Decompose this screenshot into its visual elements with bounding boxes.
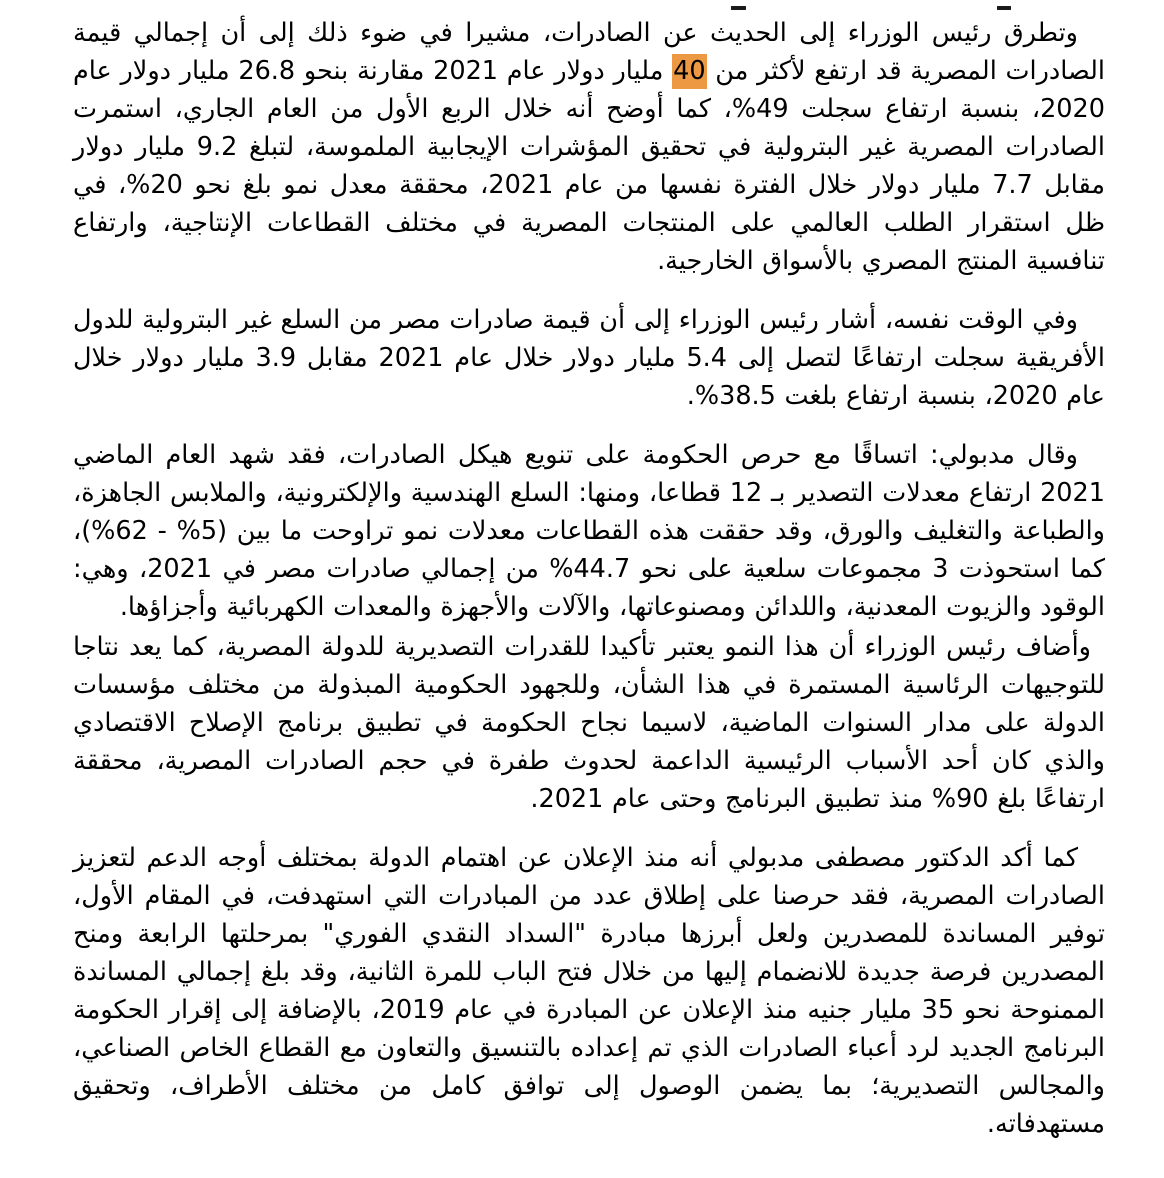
paragraph-text-before-highlight: وتطرق رئيس الوزراء إلى الحديث عن الصادرات، مشيرا في ضوء ذلك إلى أن إجمالي قيمة الصادرات المصرية قد ارتفع لأكثر من	[73, 18, 1105, 86]
paragraph-exports-total	[73, 14, 1105, 280]
clipped-text-line-fragments	[0, 0, 1164, 14]
paragraph-text-after-highlight: مليار دولار عام 2021 مقارنة بنحو 26.8 مليار دولار عام 2020، بنسبة ارتفاع سجلت 49%، كما أوضح أنه خلال الربع الأول من العام الجاري، استمرت الصادرات المصرية غير البترولية في تحقيق المؤشرات الإيجابية الملموسة، لتبلغ 9.2 مليار دولار مقابل 7.7 مليار دولار خلال الفترة نفسها من عام 2021، محققة معدل نمو بلغ نحو 20%، في ظل استقرار الطلب العالمي على المنتجات المصرية في مختلف القطاعات الإنتاجية، وارتفاع تنافسية المنتج المصري بالأسواق الخارجية.	[73, 56, 1106, 276]
text-fragment-mark	[731, 6, 746, 10]
text-fragment-mark	[997, 6, 1011, 10]
document-body	[73, 14, 1105, 1143]
paragraph-sector-diversification: وقال مدبولي: اتساقًا مع حرص الحكومة على تنويع هيكل الصادرات، فقد شهد العام الماضي 2021 ارتفاع معدلات التصدير بـ 12 قطاعا، ومنها: السلع الهندسية والإلكترونية، والملابس الجاهزة، والطباعة والتغليف والورق، وقد حققت هذه القطاعات معدلات نمو تراوحت ما بين (5% - 62%)، كما استحوذت 3 مجموعات سلعية على نحو 44.7% من إجمالي صادرات مصر في 2021، وهي: الوقود والزيوت المعدنية، واللدائن ومصنوعاتها، والآلات والأجهزة والمعدات الكهربائية وأجزاؤها.	[73, 440, 1105, 622]
paragraph-africa-exports: وفي الوقت نفسه، أشار رئيس الوزراء إلى أن قيمة صادرات مصر من السلع غير البترولية للدول الأفريقية سجلت ارتفاعًا لتصل إلى 5.4 مليار دولار خلال عام 2021 مقابل 3.9 مليار دولار خلال عام 2020، بنسبة ارتفاع بلغت 38.5%.	[73, 305, 1106, 411]
highlighted-figure-40: 40	[672, 54, 706, 89]
paragraph-export-capacity: وأضاف رئيس الوزراء أن هذا النمو يعتبر تأكيدا للقدرات التصديرية للدولة المصرية، كما يعد نتاجا للتوجيهات الرئاسية المستمرة في هذا الشأن، وللجهود الحكومية المبذولة من مختلف مؤسسات الدولة على مدار السنوات الماضية، لاسيما نجاح الحكومة في تطبيق برنامج الإصلاح الاقتصادي والذي كان أحد الأسباب الرئيسية الداعمة لحدوث طفرة في حجم الصادرات المصرية، محققة ارتفاعًا بلغ 90% منذ تطبيق البرنامج وحتى عام 2021.	[73, 632, 1105, 814]
paragraph-support-initiatives: كما أكد الدكتور مصطفى مدبولي أنه منذ الإعلان عن اهتمام الدولة بمختلف أوجه الدعم لتعزيز الصادرات المصرية، فقد حرصنا على إطلاق عدد من المبادرات التي استهدفت، في المقام الأول، توفير المساندة للمصدرين ولعل أبرزها مبادرة "السداد النقدي الفوري" بمرحلتها الرابعة ومنح المصدرين فرصة جديدة للانضمام إليها من خلال فتح الباب للمرة الثانية، وقد بلغ إجمالي المساندة الممنوحة نحو 35 مليار جنيه منذ الإعلان عن المبادرة في عام 2019، بالإضافة إلى إقرار الحكومة البرنامج الجديد لرد أعباء الصادرات الذي تم إعداده بالتنسيق والتعاون مع القطاع الخاص الصناعي، والمجالس التصديرية؛ بما يضمن الوصول إلى توافق كامل من مختلف الأطراف، وتحقيق مستهدفاته.	[73, 843, 1105, 1139]
